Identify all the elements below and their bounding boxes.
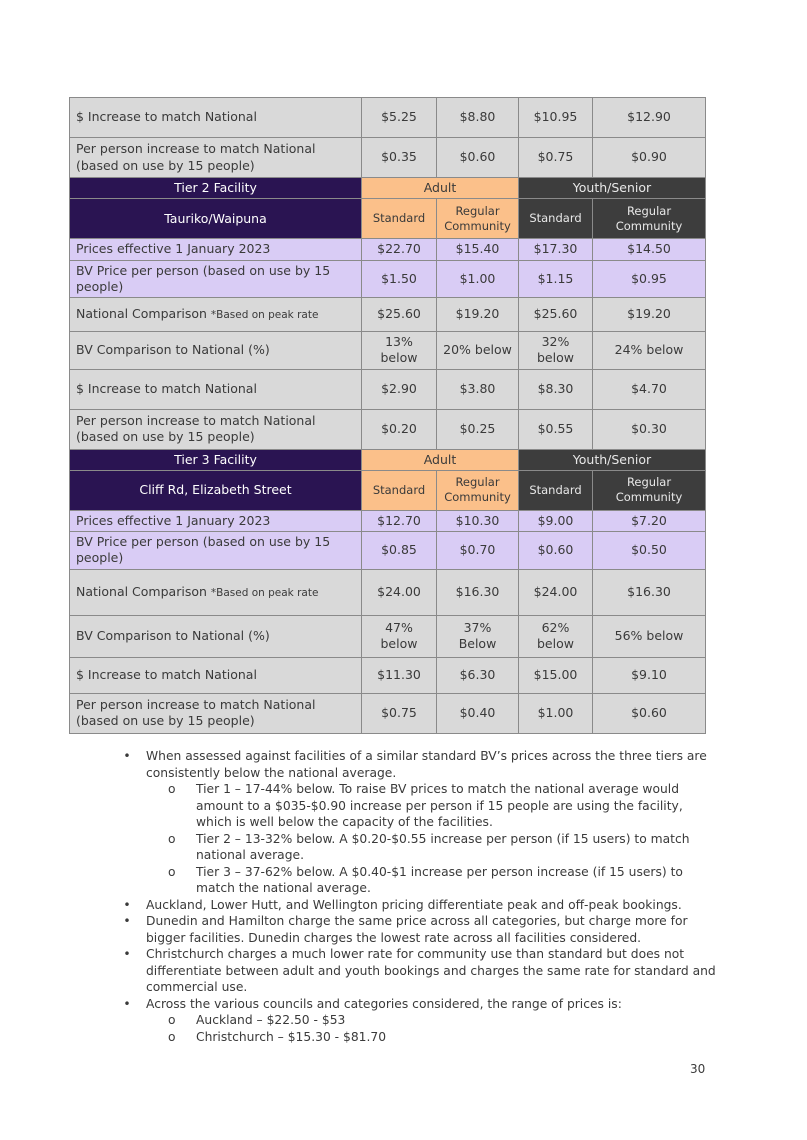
footnote: *Based on peak rate xyxy=(210,309,319,322)
cell-value: $7.20 xyxy=(593,510,706,531)
bullet-icon: • xyxy=(123,947,131,961)
cell-value: $2.90 xyxy=(362,369,437,409)
hollow-bullet-icon: o xyxy=(168,831,176,846)
cell-value: $0.50 xyxy=(593,532,706,570)
cell-value: $0.60 xyxy=(437,138,519,178)
cell-value: $15.40 xyxy=(437,239,519,260)
cell-value: 32% below xyxy=(519,332,593,370)
cell-value: $0.75 xyxy=(362,693,437,733)
tier-2-location: Tauriko/Waipuna xyxy=(70,199,362,239)
regular-community-header: Regular Community xyxy=(437,199,519,239)
row-label: BV Comparison to National (%) xyxy=(70,332,362,370)
table-row xyxy=(70,532,706,570)
table-row xyxy=(70,569,706,615)
tier-3-title: Tier 3 Facility xyxy=(70,449,362,470)
cell-value: 24% below xyxy=(593,332,706,370)
standard-header: Standard xyxy=(519,199,593,239)
bullet-icon: • xyxy=(123,749,131,763)
youth-senior-header: Youth/Senior xyxy=(519,449,706,470)
cell-value: $9.00 xyxy=(519,510,593,531)
bullet-text: Christchurch charges a much lower rate for community use than standard but does not differentiate between adult and youth bookings and charges the same rate for standard and commercial use. xyxy=(146,947,716,994)
cell-value: $0.70 xyxy=(437,532,519,570)
hollow-bullet-icon: o xyxy=(168,1013,176,1027)
cell-value: $0.85 xyxy=(362,532,437,570)
cell-value: 62% below xyxy=(519,615,593,657)
cell-value: $4.70 xyxy=(593,369,706,409)
regular-community-header: Regular Community xyxy=(437,470,519,510)
cell-value: $15.00 xyxy=(519,657,593,693)
table-row xyxy=(70,298,706,332)
tier-header-row xyxy=(70,449,706,470)
list-item xyxy=(120,1012,720,1029)
list-item xyxy=(120,748,720,781)
cell-value: $1.50 xyxy=(362,260,437,298)
list-item xyxy=(120,946,720,996)
cell-value: $1.15 xyxy=(519,260,593,298)
table-row xyxy=(70,409,706,449)
table-row xyxy=(70,138,706,178)
row-label-text: National Comparison xyxy=(76,583,207,599)
row-label: Per person increase to match National (based on use by 15 people) xyxy=(70,409,362,449)
cell-value: $0.60 xyxy=(519,532,593,570)
cell-value: 56% below xyxy=(593,615,706,657)
table-row xyxy=(70,615,706,657)
footnote: *Based on peak rate xyxy=(210,586,319,599)
row-label: BV Price per person (based on use by 15 people) xyxy=(70,532,362,570)
cell-value: $25.60 xyxy=(362,298,437,332)
tier-3-location: Cliff Rd, Elizabeth Street xyxy=(70,470,362,510)
hollow-bullet-icon: o xyxy=(168,782,176,796)
cell-value: $6.30 xyxy=(437,657,519,693)
cell-value: $3.80 xyxy=(437,369,519,409)
bullet-text: Across the various councils and categories considered, the range of prices is: xyxy=(146,996,622,1011)
list-item xyxy=(120,913,720,946)
cell-value: $8.30 xyxy=(519,369,593,409)
list-item xyxy=(120,864,720,897)
standard-header: Standard xyxy=(519,470,593,510)
cell-value: $9.10 xyxy=(593,657,706,693)
cell-value: $10.95 xyxy=(519,98,593,138)
row-label: Prices effective 1 January 2023 xyxy=(70,239,362,260)
bullet-text: Tier 1 – 17-44% below. To raise BV prices to match the national average would amount to a $035-$0.90 increase per person if 15 people are using the facility, which is well below the capacity of the facilities. xyxy=(196,782,683,829)
bullet-icon: • xyxy=(123,914,131,928)
page-number: 30 xyxy=(690,1062,706,1076)
cell-value: 47% below xyxy=(362,615,437,657)
list-item xyxy=(120,781,720,831)
table-row xyxy=(70,260,706,298)
bullet-text: Christchurch – $15.30 - $81.70 xyxy=(196,1029,387,1044)
regular-community-header: Regular Community xyxy=(593,470,706,510)
cell-value: $19.20 xyxy=(593,298,706,332)
table-row xyxy=(70,510,706,531)
list-item xyxy=(120,897,720,914)
tier-subheader-row xyxy=(70,199,706,239)
cell-value: $14.50 xyxy=(593,239,706,260)
hollow-bullet-icon: o xyxy=(168,1029,176,1044)
cell-value: $0.20 xyxy=(362,409,437,449)
cell-value: $8.80 xyxy=(437,98,519,138)
row-label: $ Increase to match National xyxy=(70,369,362,409)
row-label: Per person increase to match National (based on use by 15 people) xyxy=(70,693,362,733)
cell-value: 37% Below xyxy=(437,615,519,657)
adult-header: Adult xyxy=(362,449,519,470)
cell-value: $5.25 xyxy=(362,98,437,138)
table-row xyxy=(70,657,706,693)
table-row xyxy=(70,693,706,733)
bullet-text: Tier 2 – 13-32% below. A $0.20-$0.55 increase per person (if 15 users) to match national average. xyxy=(196,831,690,862)
hollow-bullet-icon: o xyxy=(168,864,176,879)
cell-value: $0.95 xyxy=(593,260,706,298)
cell-value: $0.25 xyxy=(437,409,519,449)
cell-value: 13% below xyxy=(362,332,437,370)
cell-value: $12.70 xyxy=(362,510,437,531)
table-row xyxy=(70,332,706,370)
tier-2-title: Tier 2 Facility xyxy=(70,178,362,199)
regular-community-header: Regular Community xyxy=(593,199,706,239)
cell-value: $10.30 xyxy=(437,510,519,531)
bullet-text: Dunedin and Hamilton charge the same price across all categories, but charge more for bigger facilities. Dunedin charges the lowest rate across all facilities considered. xyxy=(146,914,688,945)
cell-value: $12.90 xyxy=(593,98,706,138)
cell-value: $0.60 xyxy=(593,693,706,733)
standard-header: Standard xyxy=(362,470,437,510)
bullet-text: When assessed against facilities of a similar standard BV’s prices across the three tiers are consistently below the national average. xyxy=(146,749,707,780)
adult-header: Adult xyxy=(362,178,519,199)
cell-value: $24.00 xyxy=(362,569,437,615)
cell-value: $19.20 xyxy=(437,298,519,332)
row-label: $ Increase to match National xyxy=(70,657,362,693)
cell-value: $0.30 xyxy=(593,409,706,449)
list-item xyxy=(120,831,720,864)
bullet-icon: • xyxy=(123,996,131,1011)
cell-value: $16.30 xyxy=(593,569,706,615)
cell-value: $1.00 xyxy=(437,260,519,298)
row-label xyxy=(70,569,362,615)
cell-value: $24.00 xyxy=(519,569,593,615)
bullet-text: Auckland – $22.50 - $53 xyxy=(196,1013,346,1027)
cell-value: $16.30 xyxy=(437,569,519,615)
bullet-text: Auckland, Lower Hutt, and Wellington pricing differentiate peak and off-peak bookings. xyxy=(146,897,682,912)
table-row xyxy=(70,98,706,138)
cell-value: 20% below xyxy=(437,332,519,370)
findings-list xyxy=(120,748,720,1045)
cell-value: $25.60 xyxy=(519,298,593,332)
row-label xyxy=(70,298,362,332)
cell-value: $11.30 xyxy=(362,657,437,693)
table-row xyxy=(70,369,706,409)
bullet-text: Tier 3 – 37-62% below. A $0.40-$1 increase per person increase (if 15 users) to match the national average. xyxy=(196,864,683,895)
row-label-text: National Comparison xyxy=(76,306,207,322)
row-label: BV Comparison to National (%) xyxy=(70,615,362,657)
youth-senior-header: Youth/Senior xyxy=(519,178,706,199)
cell-value: $0.35 xyxy=(362,138,437,178)
tier-header-row xyxy=(70,178,706,199)
row-label: Prices effective 1 January 2023 xyxy=(70,510,362,531)
cell-value: $0.55 xyxy=(519,409,593,449)
cell-value: $0.75 xyxy=(519,138,593,178)
row-label: BV Price per person (based on use by 15 people) xyxy=(70,260,362,298)
row-label: Per person increase to match National (based on use by 15 people) xyxy=(70,138,362,178)
cell-value: $22.70 xyxy=(362,239,437,260)
cell-value: $0.90 xyxy=(593,138,706,178)
cell-value: $1.00 xyxy=(519,693,593,733)
cell-value: $17.30 xyxy=(519,239,593,260)
standard-header: Standard xyxy=(362,199,437,239)
bullet-icon: • xyxy=(123,897,131,912)
row-label: $ Increase to match National xyxy=(70,98,362,138)
tier-subheader-row xyxy=(70,470,706,510)
list-item xyxy=(120,996,720,1013)
list-item xyxy=(120,1029,720,1046)
table-row xyxy=(70,239,706,260)
pricing-comparison-table xyxy=(69,97,706,734)
cell-value: $0.40 xyxy=(437,693,519,733)
